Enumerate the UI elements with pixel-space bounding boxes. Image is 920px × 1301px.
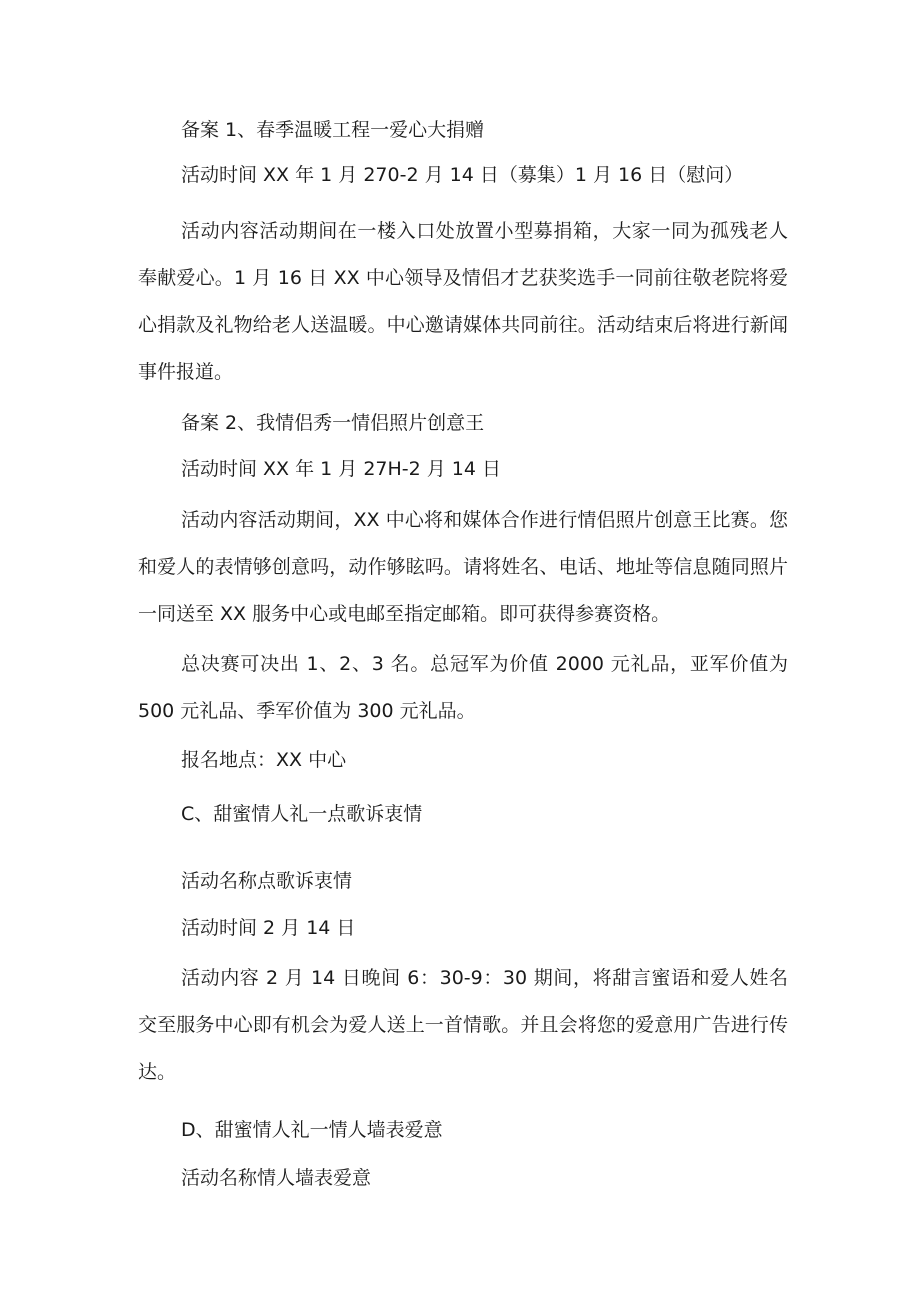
section-c-heading: C、甜蜜情人礼一点歌诉衷情: [181, 803, 423, 825]
plan-2-heading: 备案 2、我情侣秀一情侣照片创意王: [181, 412, 485, 434]
section-c-content: 活动内容 2 月 14 日晚间 6：30-9：30 期间，将甜言蜜语和爱人姓名交至服务中心即有机会为爱人送上一首情歌。并且会将您的爱意用广告进行传达。: [138, 967, 788, 1083]
section-d-name: 活动名称情人墙表爱意: [181, 1167, 372, 1189]
plan-1-time: 活动时间 XX 年 1 月 270-2 月 14 日（募集）1 月 16 日（慰问）: [181, 164, 744, 186]
plan-1-content: 活动内容活动期间在一楼入口处放置小型募捐箱，大家一同为孤残老人奉献爱心。1 月 16 日 XX 中心领导及情侣才艺获奖选手一同前往敬老院将爱心捐款及礼物给老人送温暖。中心邀请媒体共同前往。活动结束后将进行新闻事件报道。: [138, 220, 788, 383]
section-c-time: 活动时间 2 月 14 日: [181, 917, 356, 939]
plan-2-venue: 报名地点：XX 中心: [181, 749, 347, 771]
plan-1-heading: 备案 1、春季温暖工程一爱心大捐赠: [181, 119, 485, 141]
section-c-name: 活动名称点歌诉衷情: [181, 870, 353, 892]
plan-2-prizes: 总决赛可决出 1、2、3 名。总冠军为价值 2000 元礼品，亚军价值为 500 元礼品、季军价值为 300 元礼品。: [138, 653, 788, 722]
plan-2-time: 活动时间 XX 年 1 月 27H-2 月 14 日: [181, 458, 502, 480]
section-d-heading: D、甜蜜情人礼一情人墙表爱意: [181, 1119, 443, 1141]
plan-2-content: 活动内容活动期间，XX 中心将和媒体合作进行情侣照片创意王比赛。您和爱人的表情够创意吗，动作够眩吗。请将姓名、电话、地址等信息随同照片一同送至 XX 服务中心或电邮至指定邮箱。即可获得参赛资格。: [138, 509, 788, 625]
